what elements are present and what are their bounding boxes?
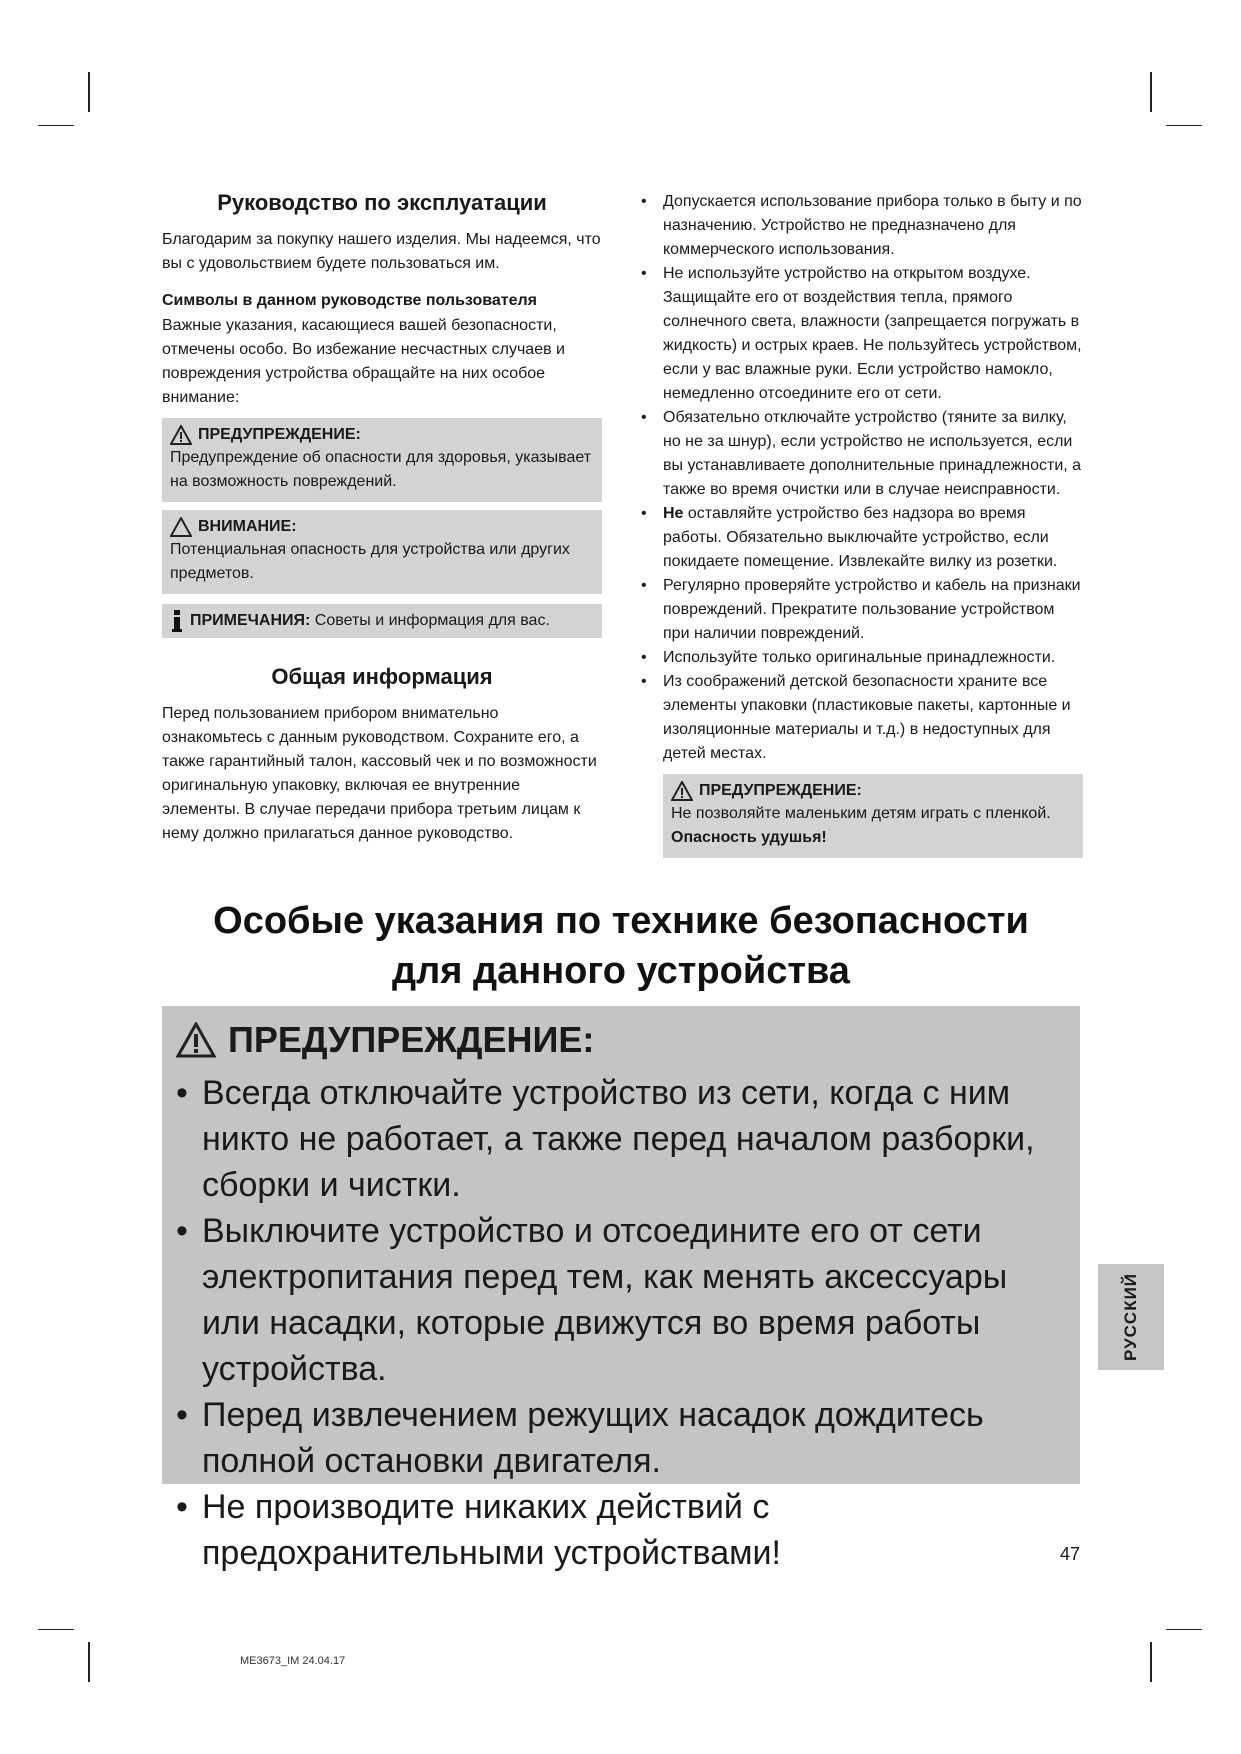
crop-mark [1150,72,1152,112]
safety-main-title [162,896,1080,996]
warning-box-label: ПРЕДУПРЕЖДЕНИЕ: [198,426,361,443]
language-tab-label: РУССКИЙ [1121,1272,1140,1362]
suffocation-warning-label: ПРЕДУПРЕЖДЕНИЕ: [699,782,862,799]
bullet: • [641,649,647,666]
warning-box-title [170,424,594,446]
warning-box-text: Предупреждение об опасности для здоровья, указывает на возможность повреждений. [170,449,592,490]
caution-box-label: ВНИМАНИЕ: [198,518,297,535]
list-item: • Выключите устройство и отсоедините его от сети электропитания перед тем, как менять аксессуары или насадки, которые движутся во время работы устройства. [176,1208,1066,1392]
page-number: 47 [1059,1544,1080,1564]
notes-box [162,604,602,638]
crop-mark [1166,1629,1202,1630]
right-column [638,190,1083,858]
crop-mark [88,72,90,112]
warning-triangle-icon [671,781,693,801]
left-column [162,190,602,846]
list-item: • Обязательно отключайте устройство (тяните за вилку, но не за шнур), если устройство не используется, если вы устанавливаете дополнительные принадлежности, а также во время очистки или в случае неисправности. [638,406,1083,502]
bullet: • [641,265,647,282]
bullet: • [641,193,647,210]
intro-text: Благодарим за покупку нашего изделия. Мы надеемся, что вы с удовольствием будете пользоваться им. [162,231,601,272]
safety-title-line1: Особые указания по технике безопасности [213,900,1029,942]
safety-list [638,190,1083,766]
crop-mark [38,125,74,126]
crop-mark [1166,125,1202,126]
bullet: • [641,409,647,426]
general-info-text: Перед пользованием прибором внимательно ознакомьтесь с данным руководством. Сохраните его, а также гарантийный талон, кассовый чек и по возможности оригинальную упаковку, включая ее внутренние элементы. В случае передачи прибора третьим лицам к нему должно прилагаться данное руководство. [162,705,597,842]
caution-box-text: Потенциальная опасность для устройства или других предметов. [170,541,570,582]
info-icon [170,610,184,632]
list-item: • Перед извлечением режущих насадок дождитесь полной остановки двигателя. [176,1392,1066,1484]
suffocation-warning-title [671,780,1075,802]
bullet: • [176,1074,188,1112]
bullet: • [641,673,647,690]
symbols-heading: Символы в данном руководстве пользователя [162,292,537,309]
list-item: • Используйте только оригинальные принадлежности. [638,646,1083,670]
list-item: • Допускается использование прибора только в быту и по назначению. Устройство не предназначено для коммерческого использования. [638,190,1083,262]
list-item: • Регулярно проверяйте устройство и кабель на признаки повреждений. Прекратите пользование устройством при наличии повреждений. [638,574,1083,646]
warning-box [162,418,602,502]
suffocation-warning-text: Не позволяйте маленьким детям играть с пленкой. [671,805,1051,822]
notes-label: ПРИМЕЧАНИЯ: [190,612,311,629]
crop-mark [88,1642,90,1682]
list-item: • Не используйте устройство на открытом воздухе. Защищайте его от воздействия тепла, прямого солнечного света, влажности (запрещается погружать в жидкость) и острых краев. Не пользуйтесь устройством, если у вас влажные руки. Если устройство намокло, немедленно отсоедините его от сети. [638,262,1083,406]
bullet: • [176,1488,188,1526]
main-warning-list [176,1070,1066,1576]
list-item: • Из соображений детской безопасности храните все элементы упаковки (пластиковые пакеты, картонные и изоляционные материалы и т.д.) в недоступных для детей местах. [638,670,1083,766]
warning-triangle-icon [170,425,192,445]
crop-mark [1150,1642,1152,1682]
safety-title-line2: для данного устройства [392,950,850,992]
manual-title: Руководство по эксплуатации [217,190,547,215]
symbols-text: Важные указания, касающиеся вашей безопасности, отмечены особо. Во избежание несчастных случаев и повреждения устройства обращайте на них особое внимание: [162,317,565,406]
warning-triangle-icon [176,1022,216,1058]
main-warning-label: ПРЕДУПРЕЖДЕНИЕ: [228,1019,595,1060]
bullet: • [176,1396,188,1434]
caution-box [162,510,602,594]
bullet: • [641,505,647,522]
language-tab [1098,1264,1164,1370]
caution-box-title [170,516,594,538]
bullet: • [176,1212,188,1250]
main-warning-title [176,1014,1066,1066]
notes-text: Советы и информация для вас. [310,612,550,629]
list-item: • Не оставляйте устройство без надзора во время работы. Обязательно выключайте устройство, если покидаете помещение. Извлекайте вилку из розетки. [638,502,1083,574]
crop-mark [38,1629,74,1630]
suffocation-warning-box [663,774,1083,858]
general-info-title: Общая информация [271,664,493,689]
footer-code: ME3673_IM 24.04.17 [240,1655,346,1667]
list-item: • Не производите никаких действий с предохранительными устройствами! [176,1484,1066,1576]
list-item: • Всегда отключайте устройство из сети, когда с ним никто не работает, а также перед началом разборки, сборки и чистки. [176,1070,1066,1208]
caution-triangle-icon [170,517,192,537]
suffocation-warning-bold: Опасность удушья! [671,829,827,846]
bullet: • [641,577,647,594]
